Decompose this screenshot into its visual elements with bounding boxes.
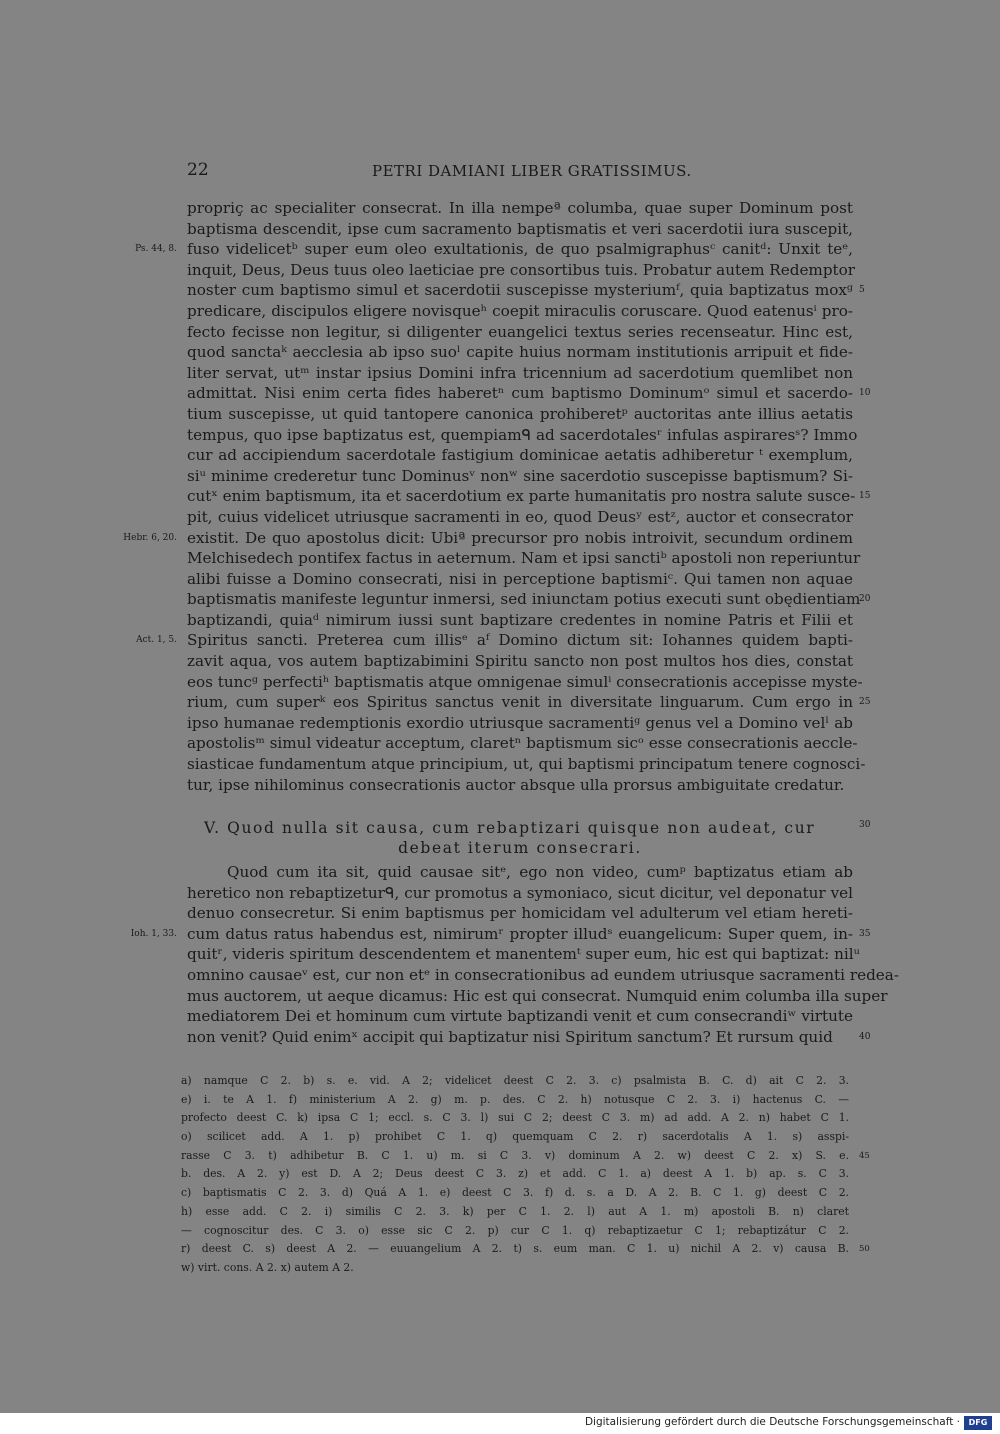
section-heading <box>187 818 871 858</box>
margin-line-number: 30 <box>859 820 871 830</box>
margin-line-number: 25 <box>859 697 871 708</box>
text-line <box>187 775 853 796</box>
footnotes <box>181 1072 870 1278</box>
line-text: siasticae fundamentum atque principium, ut, qui baptismi principatum tenere cognosci- <box>187 755 866 774</box>
line-text: baptizandi, quiaᵈ nimirum iussi sunt baptizare credentes in nomine Patris et Filii et <box>187 610 853 629</box>
margin-line-number: 20 <box>859 594 871 605</box>
margin-reference: Act. 1, 5. <box>136 635 177 646</box>
margin-line-number: 10 <box>859 388 871 399</box>
footnote-line <box>181 1222 849 1241</box>
line-text: c) baptismatis C 2. 3. d) Quá A 1. e) deest C 3. f) d. s. a D. A 2. B. C 1. g) deest C 2. <box>181 1186 849 1200</box>
line-text: non venit? Quid enimˣ accipit qui baptizatur nisi Spiritum sanctum? Et rursum quid <box>187 1027 833 1046</box>
text-line <box>187 280 865 301</box>
line-text: profecto deest C. k) ipsa C 1; eccl. s. C 3. l) sui C 2; deest C 3. m) ad add. A 2. n) habet C 1. <box>181 1111 849 1125</box>
line-text: cutˣ enim baptismum, ita et sacerdotium ex parte humanitatis pro nostra salute susce- <box>187 487 856 506</box>
line-text: ipso humanae redemptionis exordio utriusque sacramentiᵍ genus vel a Domino velˡ ab <box>187 713 853 732</box>
text-line <box>187 589 871 610</box>
body-text-section-v <box>130 862 899 1047</box>
text-line <box>187 692 871 713</box>
line-text: inquit, Deus, Deus tuus oleo laeticiae pre consortibus tuis. Probatur autem Redemptor <box>187 260 856 279</box>
footnote-line <box>181 1147 870 1166</box>
line-text: h) esse add. C 2. i) similis C 2. 3. k) per C 1. 2. l) aut A 1. m) apostoli B. n) claret <box>181 1204 849 1218</box>
text-line <box>187 883 853 904</box>
line-text: r) deest C. s) deest A 2. — euuangelium A 2. t) s. eum man. C 1. u) nichil A 2. v) causa B. <box>181 1242 849 1256</box>
line-text: predicare, discipulos eligere novisqueʰ coepit miraculis coruscare. Quod eatenusⁱ pro- <box>187 301 853 320</box>
footnote-line <box>181 1109 849 1128</box>
text-line <box>187 466 853 487</box>
text-line <box>187 651 853 672</box>
line-text: b. des. A 2. y) est D. A 2; Deus deest C 3. z) et add. C 1. a) deest A 1. b) ap. s. C 3. <box>181 1167 849 1181</box>
text-line <box>187 569 853 590</box>
line-text: mus auctorem, ut aeque dicamus: Hic est qui consecrat. Numquid enim columba illa super <box>187 986 888 1005</box>
margin-line-number: 50 <box>859 1244 870 1255</box>
line-text: a) namque C 2. b) s. e. vid. A 2; videlicet deest C 2. 3. c) psalmista B. C. d) ait C 2. 3. <box>181 1074 849 1087</box>
footnote-line <box>181 1184 849 1203</box>
line-text: denuo consecretur. Si enim baptismus per homicidam vel adulterum vel etiam hereti- <box>187 904 853 923</box>
text-line <box>187 754 866 775</box>
footnote-line <box>181 1091 849 1110</box>
line-text: fuso videlicetᵇ super eum oleo exultationis, de quo psalmigraphusᶜ canitᵈ: Unxit teᵉ, <box>187 240 853 259</box>
text-line <box>187 507 853 528</box>
line-text: zavit aqua, vos autem baptizabimini Spiritu sancto non post multos hos dies, constat <box>187 652 853 671</box>
text-line <box>187 342 853 363</box>
footnote-line <box>181 1240 870 1259</box>
page-number: 22 <box>187 160 209 180</box>
text-line <box>130 924 871 945</box>
line-text: fecto fecisse non legitur, si diligenter euangelici textus series recenseatur. Hinc est, <box>187 322 853 341</box>
line-text: baptismatis manifeste leguntur inmersi, sed iniunctam potius executi sunt obędientiam <box>187 590 861 609</box>
line-text: w) virt. cons. A 2. x) autem A 2. <box>181 1260 354 1274</box>
text-line <box>187 383 871 404</box>
margin-line-number: 15 <box>859 491 871 502</box>
line-text: Melchisedech pontifex factus in aeternum. Nam et ipsi sanctiᵇ apostoli non reperiuntur <box>187 549 861 568</box>
line-text: rium, cum superᵏ eos Spiritus sanctus venit in diversitate linguarum. Cum ergo in <box>187 693 853 712</box>
text-line <box>187 965 899 986</box>
line-text: propriç ac specialiter consecrat. In illa nempeª columba, quae super Dominum post <box>187 199 853 217</box>
line-text: admittat. Nisi enim certa fides haberetⁿ cum baptismo Dominumᵒ simul et sacerdo- <box>187 384 853 403</box>
margin-line-number: 35 <box>859 928 871 939</box>
line-text: tium suscepisse, ut quid tantopere canonica prohiberetᵖ auctoritas ante illius aetatis <box>187 404 853 423</box>
line-text: liter servat, utᵐ instar ipsius Domini infra tricennium ad sacerdotium quemlibet non <box>187 363 853 382</box>
line-text: pit, cuius videlicet utriusque sacramenti in eo, quod Deusʸ estᶻ, auctor et consecrator <box>187 507 853 526</box>
line-text: apostolisᵐ simul videatur acceptum, claretⁿ baptismum sicᵒ esse consecrationis aeccle- <box>187 734 858 753</box>
text-line <box>187 1027 871 1048</box>
text-line <box>187 733 858 754</box>
footnote-line <box>181 1165 849 1184</box>
text-line <box>187 363 853 384</box>
footnote-line <box>181 1203 849 1222</box>
margin-reference: Ps. 44, 8. <box>135 244 177 255</box>
margin-reference: Ioh. 1, 33. <box>130 928 177 939</box>
footnote-line <box>181 1128 849 1147</box>
line-text: baptisma descendit, ipse cum sacramento baptismatis et veri sacerdotii iura suscepit, <box>187 219 853 238</box>
line-text: quod sanctaᵏ aecclesia ab ipso suoˡ capite huius normam institutionis arripuit et fide- <box>187 343 853 362</box>
line-text: eos tuncᵍ perfectiʰ baptismatis atque omnigenae simulⁱ consecrationis accepisse myste- <box>187 672 863 691</box>
text-line <box>187 445 853 466</box>
text-line <box>187 425 858 446</box>
line-text: alibi fuisse a Domino consecrati, nisi in perceptione baptismiᶜ. Qui tamen non aquae <box>187 569 853 588</box>
text-line <box>187 610 853 631</box>
margin-reference: Hebr. 6, 20. <box>123 532 177 543</box>
line-text: cur ad accipiendum sacerdotale fastigium dominicae aetatis adhiberetur ᵗ exemplum, <box>187 446 853 465</box>
text-line <box>187 301 853 322</box>
line-text: rasse C 3. t) adhibetur B. C 1. u) m. si C 3. v) dominum A 2. w) deest C 2. x) S. e. <box>181 1148 849 1162</box>
line-text: noster cum baptismo simul et sacerdotii suscepisse mysteriumᶠ, quia baptizatus moxᵍ <box>187 281 853 300</box>
line-text: cum datus ratus habendus est, nimirumʳ propter illudˢ euangelicum: Super quem, in- <box>187 924 853 943</box>
footnote-line <box>181 1259 849 1278</box>
line-text: Spiritus sancti. Preterea cum illisᵉ aᶠ Domino dictum sit: Iohannes quidem bapti- <box>187 631 853 650</box>
line-text: heretico non rebaptizeturᑫ, cur promotus a symoniaco, sicut dicitur, vel deponatur vel <box>187 883 853 902</box>
footer-bar <box>0 1413 1000 1434</box>
text-line <box>187 548 861 569</box>
line-text: siᵘ minime crederetur tunc Dominusᵛ nonʷ sine sacerdotio suscepisse baptismum? Si- <box>187 466 853 485</box>
dfg-logo: DFG <box>964 1416 992 1430</box>
line-text: — cognoscitur des. C 3. o) esse sic C 2. p) cur C 1. q) rebaptizaetur C 1; rebaptizátur C 2. <box>181 1223 849 1237</box>
text-line <box>187 219 853 240</box>
line-text: omnino causaeᵛ est, cur non etᵉ in consecrationibus ad eundem utriusque sacramenti redea- <box>187 965 899 984</box>
line-text: quitʳ, videris spiritum descendentem et manentemᵗ super eum, hic est qui baptizat: nilᵘ <box>187 945 860 964</box>
text-line <box>136 630 853 651</box>
line-text: existit. De quo apostolus dicit: Ubiª precursor pro nobis introivit, secundum ordinem <box>187 528 853 547</box>
body-text <box>123 198 871 795</box>
footer-credit: Digitalisierung gefördert durch die Deutsche Forschungsgemeinschaft · <box>584 1416 960 1428</box>
text-line <box>187 862 853 883</box>
text-line <box>187 1006 853 1027</box>
text-line <box>187 944 860 965</box>
text-line <box>187 198 853 219</box>
line-text: Quod cum ita sit, quid causae sitᵉ, ego non video, cumᵖ baptizatus etiam ab <box>227 863 853 881</box>
running-title: PETRI DAMIANI LIBER GRATISSIMUS. <box>372 162 692 180</box>
line-text: tur, ipse nihilominus consecrationis auctor absque ulla prorsus ambiguitate credatur. <box>187 775 845 794</box>
text-line <box>187 260 856 281</box>
section-heading-line-1: V. Quod nulla sit causa, cum rebaptizari quisque non audeat, cur <box>204 819 816 837</box>
text-line <box>187 322 853 343</box>
text-line <box>187 903 853 924</box>
line-text: tempus, quo ipse baptizatus est, quempiamᑫ ad sacerdotalesʳ infulas aspiraresˢ? Immo <box>187 425 858 444</box>
margin-line-number: 5 <box>859 285 865 296</box>
text-line <box>187 404 853 425</box>
footnote-line <box>181 1072 849 1091</box>
line-text: e) i. te A 1. f) ministerium A 2. g) m. p. des. C 2. h) notusque C 2. 3. i) hactenus C. — <box>181 1092 849 1106</box>
text-line <box>187 672 863 693</box>
text-line <box>135 239 853 260</box>
line-text: mediatorem Dei et hominum cum virtute baptizandi venit et cum consecrandiʷ virtute <box>187 1007 853 1026</box>
text-line <box>187 486 871 507</box>
margin-line-number: 45 <box>859 1150 870 1161</box>
text-line <box>123 528 853 549</box>
margin-line-number: 40 <box>859 1031 871 1042</box>
line-text: o) scilicet add. A 1. p) prohibet C 1. q) quemquam C 2. r) sacerdotalis A 1. s) asspi- <box>181 1130 849 1144</box>
text-line <box>187 713 853 734</box>
section-heading-line-2: debeat iterum consecrari. <box>398 839 642 857</box>
text-line <box>187 986 888 1007</box>
